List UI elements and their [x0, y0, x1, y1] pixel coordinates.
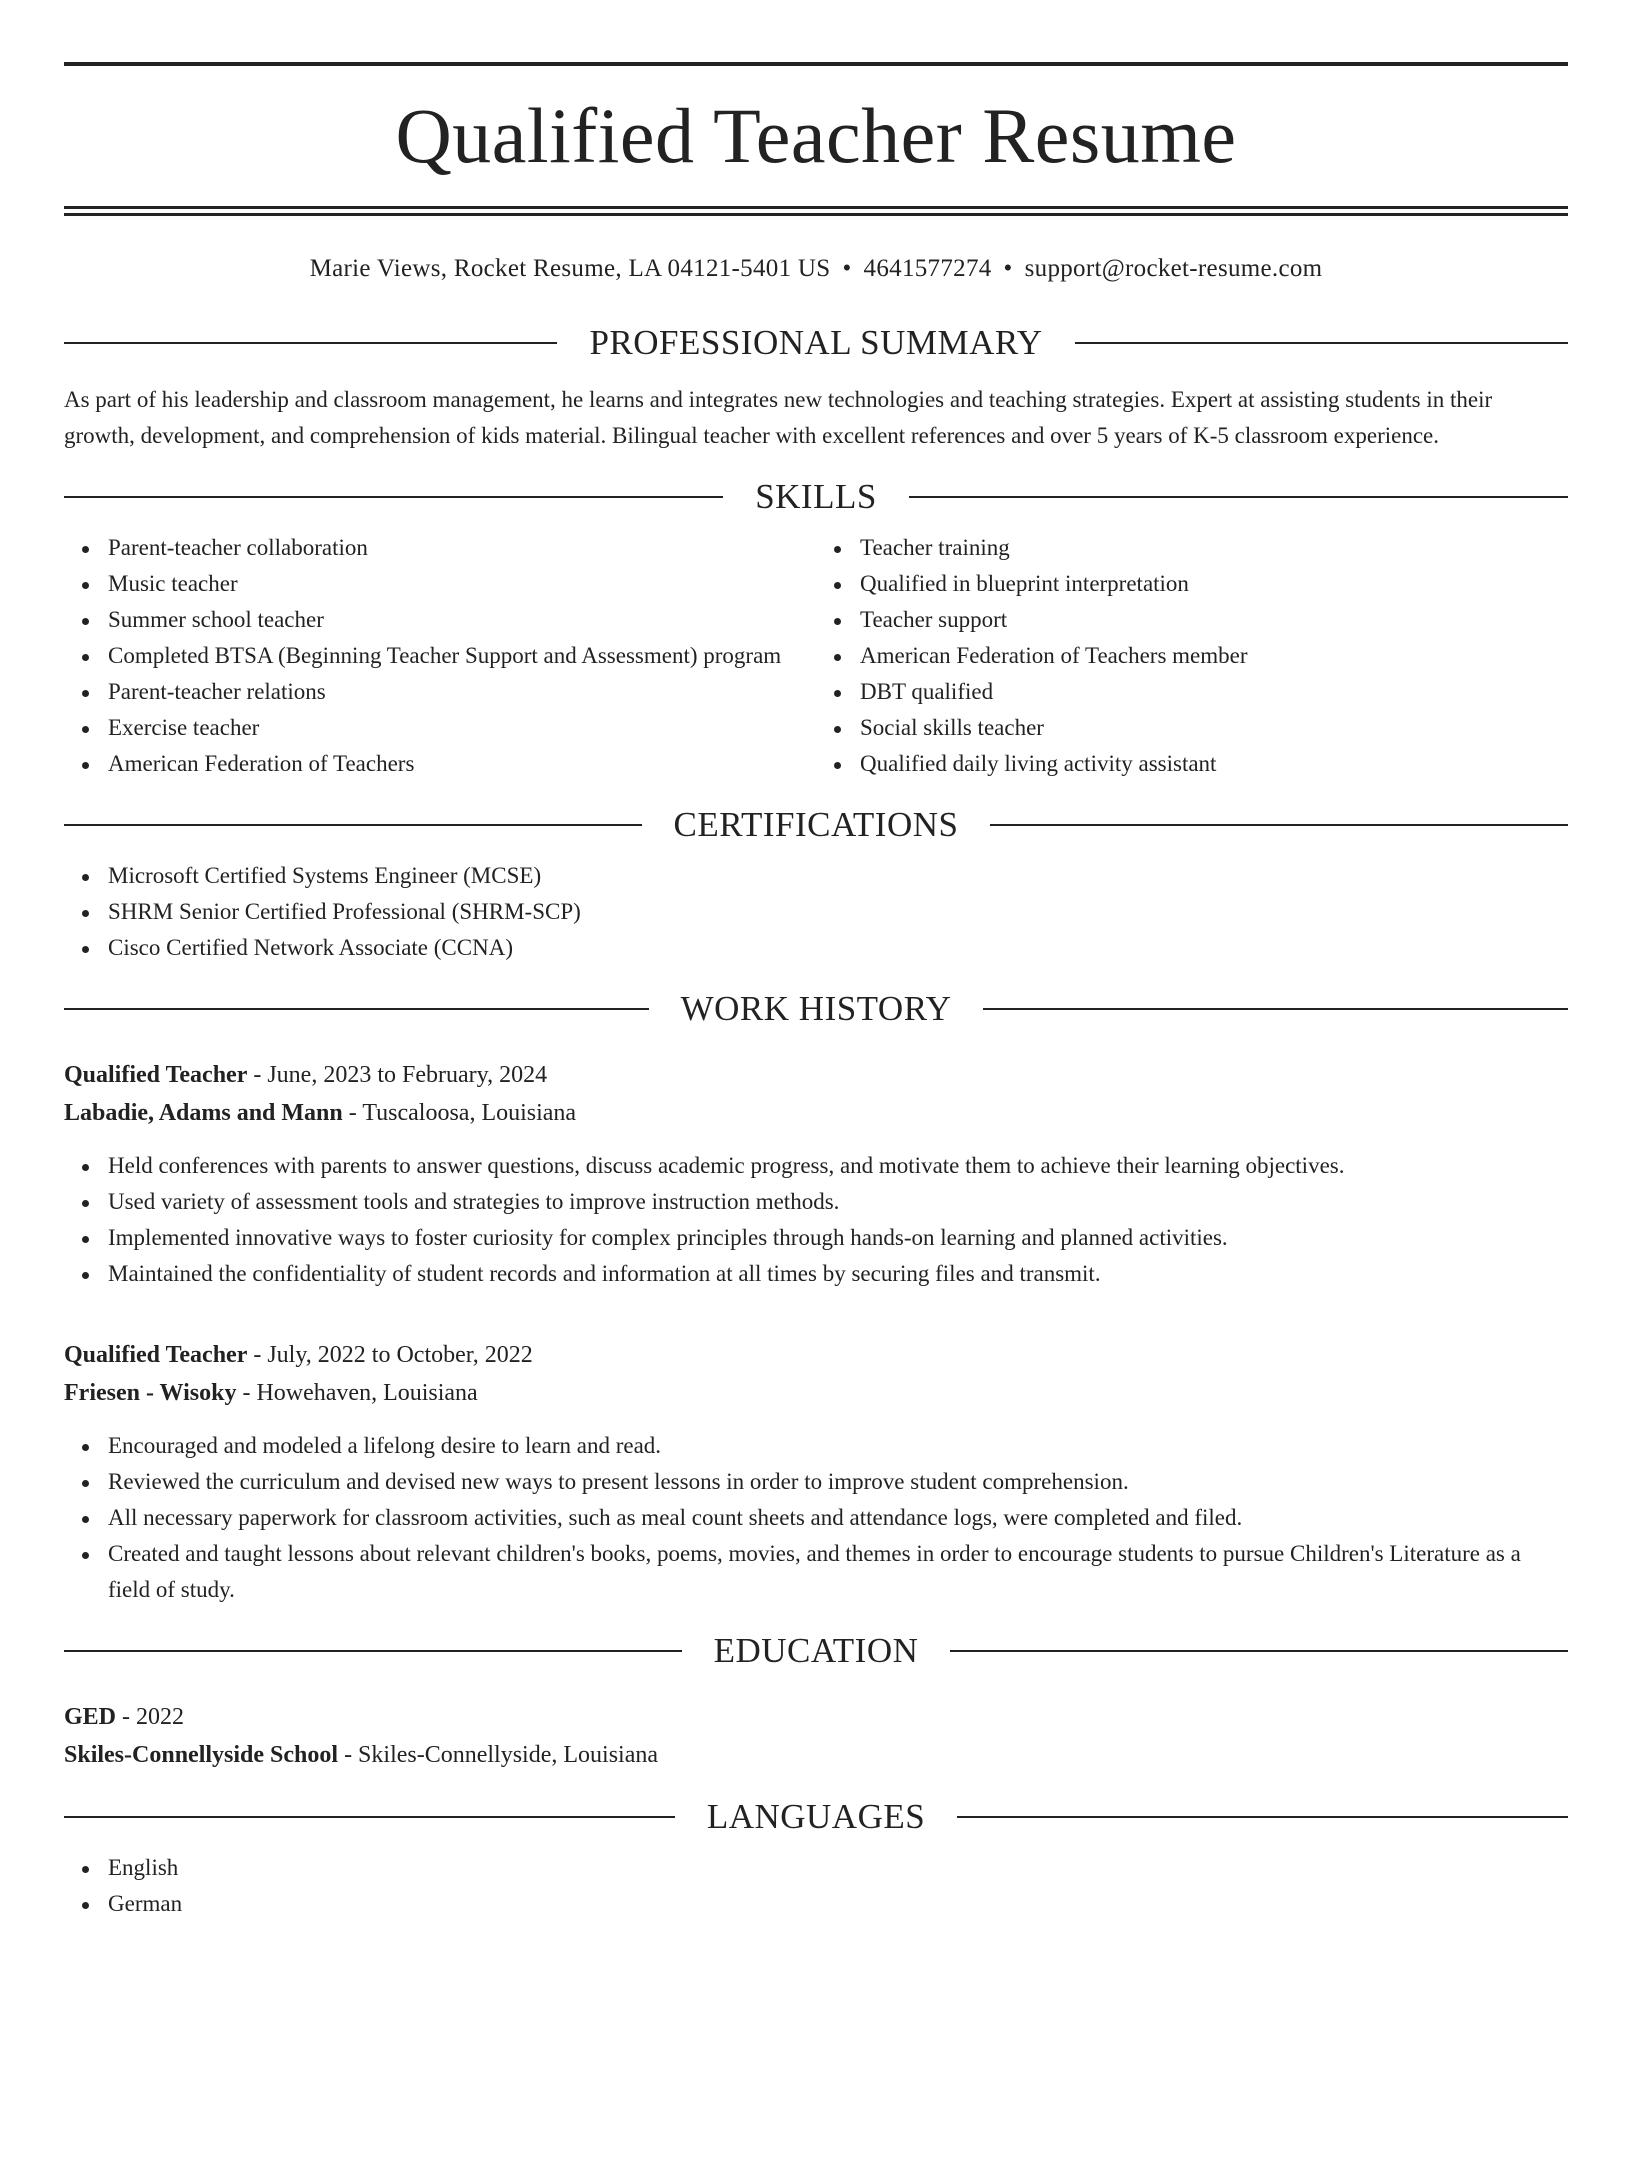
skill-item: Music teacher [108, 566, 816, 602]
section-heading-skills [64, 476, 1568, 518]
heading-rule [950, 1650, 1568, 1652]
job-employer: Labadie, Adams and Mann [64, 1100, 343, 1126]
skill-item: Teacher training [860, 530, 1568, 566]
skill-item: American Federation of Teachers [108, 746, 816, 782]
skills-column-right [816, 518, 1568, 782]
job-duty: Maintained the confidentiality of student records and information at all times by securing files and transmit. [108, 1256, 1568, 1292]
resume-title: Qualified Teacher Resume [395, 92, 1237, 179]
heading-rule [64, 496, 723, 498]
contact-address: Marie Views, Rocket Resume, LA 04121-5401 US [309, 255, 831, 282]
job-entry [64, 1336, 1568, 1608]
education-entry [64, 1698, 1568, 1774]
heading-rule [64, 824, 642, 826]
skill-item: Social skills teacher [860, 710, 1568, 746]
contact-line [64, 252, 1568, 286]
job-duty: Encouraged and modeled a lifelong desire to learn and read. [108, 1428, 1568, 1464]
skill-item: Exercise teacher [108, 710, 816, 746]
top-rule [64, 62, 1568, 66]
section-heading-education [64, 1630, 1568, 1672]
skill-item: Completed BTSA (Beginning Teacher Support and Assessment) program [108, 638, 816, 674]
contact-separator: • [842, 255, 852, 282]
education-school-line [64, 1736, 1568, 1774]
section-title: LANGUAGES [706, 1797, 926, 1836]
language-item: German [108, 1886, 1568, 1922]
job-title: Qualified Teacher [64, 1062, 248, 1088]
section-heading-certifications [64, 804, 1568, 846]
education-year: - 2022 [116, 1704, 185, 1730]
heading-rule [909, 496, 1568, 498]
section-heading-languages [64, 1796, 1568, 1838]
skill-item: Parent-teacher relations [108, 674, 816, 710]
job-duties-list [64, 1148, 1568, 1292]
section-title: SKILLS [755, 477, 877, 516]
skills-list-right [816, 530, 1568, 782]
skill-item: American Federation of Teachers member [860, 638, 1568, 674]
certifications-list [64, 858, 1568, 966]
section-heading-work-history [64, 988, 1568, 1030]
heading-rule [64, 1816, 675, 1818]
job-duty: Implemented innovative ways to foster curiosity for complex principles through hands-on learning and planned activities. [108, 1220, 1568, 1256]
job-title-line [64, 1336, 1568, 1374]
skill-item: Qualified daily living activity assistant [860, 746, 1568, 782]
section-title: WORK HISTORY [680, 989, 952, 1028]
job-employer: Friesen - Wisoky [64, 1380, 237, 1406]
language-item: English [108, 1850, 1568, 1886]
certification-item: SHRM Senior Certified Professional (SHRM-SCP) [108, 894, 1568, 930]
skills-list-left [64, 530, 816, 782]
job-title: Qualified Teacher [64, 1342, 248, 1368]
education-degree-line [64, 1698, 1568, 1736]
skills-column-left [64, 518, 816, 782]
job-duties-list [64, 1428, 1568, 1608]
contact-separator: • [1003, 255, 1013, 282]
job-location: - Howehaven, Louisiana [236, 1380, 478, 1406]
heading-rule [64, 342, 557, 344]
skill-item: Teacher support [860, 602, 1568, 638]
title-double-rule [64, 206, 1568, 216]
certification-item: Cisco Certified Network Associate (CCNA) [108, 930, 1568, 966]
job-entry [64, 1056, 1568, 1292]
heading-rule [1075, 342, 1568, 344]
contact-email[interactable]: support@rocket-resume.com [1024, 255, 1323, 282]
resume-page [0, 62, 1632, 2174]
skill-item: Qualified in blueprint interpretation [860, 566, 1568, 602]
heading-rule [957, 1816, 1568, 1818]
job-title-line [64, 1056, 1568, 1094]
education-location: - Skiles-Connellyside, Louisiana [338, 1742, 659, 1768]
heading-rule [64, 1008, 649, 1010]
skill-item: Parent-teacher collaboration [108, 530, 816, 566]
heading-rule [983, 1008, 1568, 1010]
summary-text: As part of his leadership and classroom management, he learns and integrates new technologies and teaching strategies. Expert at assisting students in their growth, development, and comprehension of kids material. Bilingual teacher with excellent references and over 5 years of K-5 classroom experience. [64, 387, 1493, 448]
job-dates: - July, 2022 to October, 2022 [247, 1342, 533, 1368]
job-employer-line [64, 1374, 1568, 1412]
section-title: EDUCATION [713, 1631, 919, 1670]
job-employer-line [64, 1094, 1568, 1132]
job-duty: Reviewed the curriculum and devised new ways to present lessons in order to improve student comprehension. [108, 1464, 1568, 1500]
heading-rule [64, 1650, 682, 1652]
heading-rule [990, 824, 1568, 826]
job-dates: - June, 2023 to February, 2024 [247, 1062, 548, 1088]
education-school: Skiles-Connellyside School [64, 1742, 339, 1768]
skill-item: DBT qualified [860, 674, 1568, 710]
section-title: CERTIFICATIONS [673, 805, 959, 844]
section-title: PROFESSIONAL SUMMARY [589, 323, 1043, 362]
job-duty: Created and taught lessons about relevant children's books, poems, movies, and themes in order to encourage students to pursue Children's Literature as a field of study. [108, 1536, 1568, 1608]
skill-item: Summer school teacher [108, 602, 816, 638]
contact-phone: 4641577274 [863, 255, 992, 282]
job-duty: Used variety of assessment tools and strategies to improve instruction methods. [108, 1184, 1568, 1220]
education-degree: GED [64, 1704, 117, 1730]
languages-list [64, 1850, 1568, 1922]
job-duty: All necessary paperwork for classroom activities, such as meal count sheets and attendance logs, were completed and filed. [108, 1500, 1568, 1536]
certification-item: Microsoft Certified Systems Engineer (MCSE) [108, 858, 1568, 894]
skills-columns [64, 518, 1568, 782]
job-duty: Held conferences with parents to answer questions, discuss academic progress, and motivate them to achieve their learning objectives. [108, 1148, 1568, 1184]
section-heading-summary [64, 322, 1568, 364]
job-location: - Tuscaloosa, Louisiana [342, 1100, 577, 1126]
